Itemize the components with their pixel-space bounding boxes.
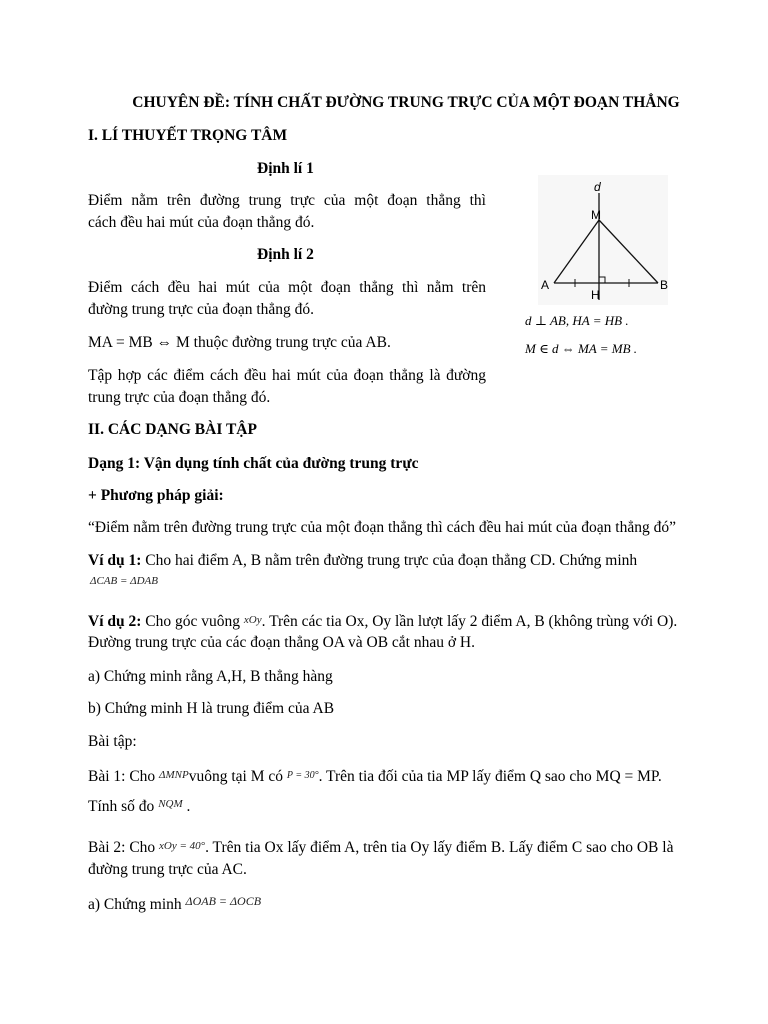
locus-line-2: trung trực của đoạn thẳng đó. xyxy=(88,389,271,406)
theorem-2-text xyxy=(88,277,486,321)
locus-text xyxy=(88,365,486,409)
theorem-2-line-2: đường trung trực của đoạn thẳng đó. xyxy=(88,301,315,318)
theorem-1-line-1: Điểm nằm trên đường trung trực của một đoạn thẳng thì xyxy=(88,192,486,209)
example-1-math: ΔCAB = ΔDAB xyxy=(90,575,158,587)
figure-background xyxy=(538,175,668,305)
example-1-label: Ví dụ 1: xyxy=(88,552,142,569)
exercise-1-line-2 xyxy=(88,798,190,816)
example-2-part-a: a) Chứng minh rằng A,H, B thẳng hàng xyxy=(88,668,333,685)
exercise-1-text-c: . Trên tia đối của tia MP lấy điểm Q sao cho MQ = MP. xyxy=(318,768,662,785)
theorem-1-text xyxy=(88,190,486,234)
equivalence-statement: MA = MB ⇔ M thuộc đường trung trực của AB. xyxy=(88,334,391,351)
example-2-math: xOy xyxy=(243,614,262,626)
exercise-1-line-2-end: . xyxy=(182,798,191,815)
exercise-2-line-2: đường trung trực của AC. xyxy=(88,861,247,878)
example-1-text: Cho hai điểm A, B nằm trên đường trung trực của đoạn thẳng CD. Chứng minh xyxy=(141,552,638,569)
exercise-1-math-2: P = 30° xyxy=(286,770,319,781)
example-2-part-b: b) Chứng minh H là trung điểm của AB xyxy=(88,700,335,717)
example-1 xyxy=(88,552,637,570)
exercise-1-line-2-text: Tính số đo xyxy=(88,798,159,815)
method-label: + Phương pháp giải: xyxy=(88,487,224,504)
exercise-2-text-b: . Trên tia Ox lấy điểm A, trên tia Oy lấy điểm B. Lấy điểm C sao cho OB là xyxy=(205,839,674,856)
label-h: H xyxy=(591,288,600,302)
figure-caption-2: M ∈ d ⇔ MA = MB . xyxy=(525,341,638,356)
exercise-2-part-a-math: ΔOAB = ΔOCB xyxy=(185,894,262,908)
theorem-1-title: Định lí 1 xyxy=(257,160,314,177)
example-2 xyxy=(88,613,677,631)
section-2-heading: II. CÁC DẠNG BÀI TẬP xyxy=(88,421,257,438)
example-2-text-a: Cho góc vuông xyxy=(141,613,244,630)
exercise-1-text-a: Bài 1: Cho xyxy=(88,768,160,785)
type-1-heading: Dạng 1: Vận dụng tính chất của đường trung trực xyxy=(88,455,419,472)
exercise-2-math: xOy = 40° xyxy=(159,840,206,852)
locus-line-1: Tập hợp các điểm cách đều hai mút của đoạn thẳng là đường xyxy=(88,367,486,384)
method-text: “Điểm nằm trên đường trung trực của một đoạn thẳng thì cách đều hai mút của đoạn thẳng đó” xyxy=(88,519,676,536)
perpendicular-bisector-figure xyxy=(520,175,680,360)
exercise-1-math-1: ΔMNP xyxy=(159,769,189,781)
example-2-text-b: . Trên các tia Ox, Oy lần lượt lấy 2 điểm A, B (không trùng với O). xyxy=(261,613,678,630)
label-d: d xyxy=(594,180,601,194)
theorem-2-line-1: Điểm cách đều hai mút của một đoạn thẳng thì nằm trên xyxy=(88,279,486,296)
example-2-label: Ví dụ 2: xyxy=(88,613,142,630)
label-b: B xyxy=(660,278,669,292)
exercise-1-text-b: vuông tại M có xyxy=(188,768,287,785)
exercise-label: Bài tập: xyxy=(88,733,137,750)
exercise-2-text-a: Bài 2: Cho xyxy=(88,839,160,856)
exercise-1-math-3: NQM xyxy=(158,798,183,810)
exercise-2-part-a-text: a) Chứng minh xyxy=(88,896,186,913)
example-2-line-2: Đường trung trực của các đoạn thẳng OA và OB cắt nhau ở H. xyxy=(88,634,476,651)
theorem-1-line-2: cách đều hai mút của đoạn thẳng đó. xyxy=(88,214,315,231)
label-a: A xyxy=(541,278,550,292)
theorem-2-title: Định lí 2 xyxy=(257,246,314,263)
section-1-heading: I. LÍ THUYẾT TRỌNG TÂM xyxy=(88,127,288,144)
exercise-1 xyxy=(88,768,662,786)
figure-caption-1: d ⊥ AB, HA = HB . xyxy=(525,313,629,328)
page-title: CHUYÊN ĐỀ: TÍNH CHẤT ĐƯỜNG TRUNG TRỰC CỦA MỘT ĐOẠN THẲNG xyxy=(132,94,680,111)
label-m: M xyxy=(591,208,601,222)
exercise-2 xyxy=(88,839,673,857)
exercise-2-part-a xyxy=(88,894,261,914)
